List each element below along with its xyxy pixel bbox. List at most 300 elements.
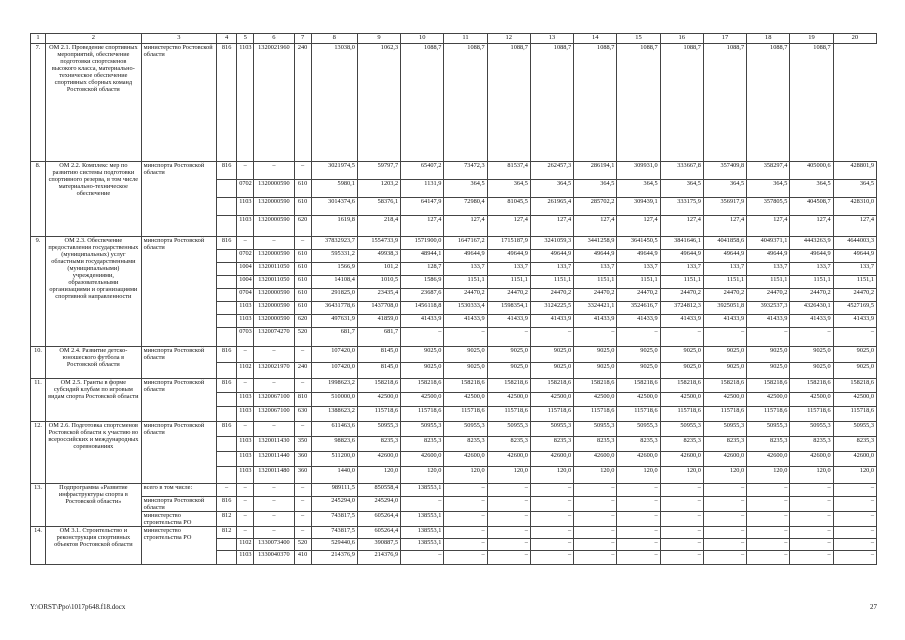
target-article-code: 1320000590 [254,250,294,263]
executor-name: всего в том числе: [141,484,216,497]
target-article-code: – [254,422,294,437]
year-value: 262457,3 [530,162,573,180]
total-value: 1388623,2 [311,407,357,422]
total-value: 1440,0 [311,467,357,484]
year-value: – [660,484,703,497]
year-value: 42500,0 [703,393,746,407]
year-value: 115718,6 [574,407,617,422]
year-value: 428310,0 [833,198,876,216]
header-cell: 10 [401,34,444,44]
section-code: 1103 [237,452,254,467]
year-value: 41859,0 [357,315,400,328]
section-code: – [237,379,254,393]
year-value: 358297,4 [747,162,790,180]
grbs-code: 816 [217,44,237,162]
grbs-code: 816 [217,497,237,512]
target-article-code: 1320074270 [254,328,294,347]
expense-type-code: 610 [294,289,311,302]
year-value: 3124225,5 [530,302,573,315]
grbs-code [217,276,237,289]
year-value: 158218,6 [530,379,573,393]
year-value: – [617,551,660,565]
section-code: 1102 [237,363,254,379]
grbs-code [217,263,237,276]
target-article-code: 1320000590 [254,289,294,302]
year-value: 8145,0 [357,363,400,379]
measure-name: ОМ 2.2. Комплекс мер по развитию системы подготовки спортивного резерва, в том числе материально-техническое обеспечение [46,162,142,237]
year-value: 127,4 [703,216,746,237]
year-value: 58376,1 [357,198,400,216]
measure-name: ОМ 2.4. Развитие детско-юношеского футбола в Ростовской области [46,347,142,379]
year-value: 42600,0 [833,452,876,467]
grbs-code [217,328,237,347]
target-article-code: 1320000590 [254,198,294,216]
year-value: 1598354,1 [487,302,530,315]
year-value: 42600,0 [530,452,573,467]
year-value: 42600,0 [487,452,530,467]
year-value: – [833,328,876,347]
expense-type-code: 240 [294,363,311,379]
header-cell: 4 [217,34,237,44]
header-cell: 19 [790,34,833,44]
year-value: – [703,539,746,551]
total-value: 510000,0 [311,393,357,407]
executor-name: министерство строительства РО [141,527,216,565]
year-value: 127,4 [790,216,833,237]
year-value: – [530,497,573,512]
year-value: 133,7 [703,263,746,276]
year-value: 41433,9 [833,315,876,328]
year-value: – [574,539,617,551]
year-value: 120,0 [833,467,876,484]
year-value: – [703,527,746,539]
year-value: – [487,527,530,539]
year-value: 4644003,3 [833,237,876,250]
expense-type-code: – [294,237,311,250]
year-value: 850558,4 [357,484,400,497]
section-code: 0702 [237,180,254,198]
year-value: – [487,484,530,497]
year-value: 8145,0 [357,347,400,363]
year-value: – [747,497,790,512]
year-value: 9025,0 [833,363,876,379]
year-value: 3324421,1 [574,302,617,315]
year-value: 138553,1 [401,527,444,539]
year-value: 41433,9 [617,315,660,328]
year-value: 64147,9 [401,198,444,216]
total-value: 291825,0 [311,289,357,302]
year-value: 138553,1 [401,539,444,551]
year-value: – [574,497,617,512]
expense-type-code: 240 [294,44,311,162]
budget-table [30,33,877,565]
year-value: 50955,3 [530,422,573,437]
row-number: 12. [31,422,46,484]
header-cell: 11 [444,34,487,44]
year-value: 127,4 [747,216,790,237]
year-value: – [790,328,833,347]
year-value: – [833,527,876,539]
year-value: 24470,2 [833,289,876,302]
expense-type-code: 610 [294,250,311,263]
year-value: 8235,3 [747,437,790,452]
measure-name: ОМ 2.5. Гранты в форме субсидий клубам по игровым видам спорта Ростовской области [46,379,142,422]
year-value: 3724812,3 [660,302,703,315]
table-row [31,379,877,393]
year-value: 9025,0 [747,363,790,379]
year-value: 8235,3 [574,437,617,452]
expense-type-code: – [294,422,311,437]
year-value: 8235,3 [833,437,876,452]
year-value: 9025,0 [790,363,833,379]
grbs-code: 816 [217,237,237,250]
year-value: 364,5 [660,180,703,198]
table-row [31,237,877,250]
section-code: 1103 [237,467,254,484]
grbs-code: 812 [217,512,237,527]
grbs-code: 816 [217,347,237,363]
table-row [31,527,877,539]
year-value: 120,0 [444,467,487,484]
year-value: 115718,6 [703,407,746,422]
year-value: – [833,497,876,512]
year-value: 158218,6 [487,379,530,393]
year-value: 120,0 [530,467,573,484]
year-value: – [444,484,487,497]
section-code: 1103 [237,198,254,216]
table-row [31,512,877,527]
year-value: – [444,497,487,512]
expense-type-code: – [294,162,311,180]
expense-type-code: – [294,497,311,512]
year-value: – [401,497,444,512]
year-value: 42600,0 [401,452,444,467]
year-value: 1010,5 [357,276,400,289]
expense-type-code: 410 [294,551,311,565]
header-cell: 20 [833,34,876,44]
target-article-code: 1320000590 [254,302,294,315]
year-value: 42600,0 [660,452,703,467]
header-cell: 13 [530,34,573,44]
total-value: 245294,0 [311,497,357,512]
year-value: 50955,3 [357,422,400,437]
header-cell: 3 [141,34,216,44]
year-value: 4326430,1 [790,302,833,315]
year-value: 3841646,1 [660,237,703,250]
year-value: 133,7 [833,263,876,276]
year-value: – [487,497,530,512]
total-value: 529440,6 [311,539,357,551]
year-value: – [703,512,746,527]
total-value: 611463,6 [311,422,357,437]
year-value: 357805,5 [747,198,790,216]
expense-type-code: – [294,347,311,363]
executor-name: министерство Ростовской области [141,44,216,162]
year-value: – [574,512,617,527]
year-value: – [833,512,876,527]
grbs-code: 816 [217,379,237,393]
target-article-code: – [254,162,294,180]
year-value: 9025,0 [487,363,530,379]
grbs-code: 812 [217,527,237,539]
expense-type-code: 610 [294,180,311,198]
year-value: 9025,0 [703,363,746,379]
year-value: 120,0 [617,467,660,484]
year-value: 1530333,4 [444,302,487,315]
table-row [31,162,877,180]
year-value: – [833,551,876,565]
grbs-code: – [217,484,237,497]
year-value: – [617,484,660,497]
year-value: 49644,9 [530,250,573,263]
year-value: 42500,0 [790,393,833,407]
expense-type-code: 520 [294,539,311,551]
target-article-code: 1320021960 [254,44,294,162]
section-code: 1103 [237,407,254,422]
year-value: 9025,0 [574,347,617,363]
year-value: 50955,3 [790,422,833,437]
year-value: 127,4 [444,216,487,237]
expense-type-code: 620 [294,216,311,237]
header-cell: 12 [487,34,530,44]
year-value: 127,4 [660,216,703,237]
executor-name: минспорта Ростовской области [141,237,216,347]
year-value: 81537,4 [487,162,530,180]
section-code: 0703 [237,328,254,347]
year-value: 9025,0 [660,347,703,363]
year-value: 120,0 [487,467,530,484]
total-value: 743817,5 [311,512,357,527]
year-value: 158218,6 [833,379,876,393]
year-value: 115718,6 [444,407,487,422]
executor-name: минспорта Ростовской области [141,347,216,379]
total-value: 511200,0 [311,452,357,467]
year-value: 138553,1 [401,512,444,527]
measure-name: Подпрограмма «Развитие инфраструктуры спорта в Ростовской области» [46,484,142,527]
year-value: 8235,3 [660,437,703,452]
year-value: 41433,9 [747,315,790,328]
total-value: 1998623,2 [311,379,357,393]
year-value: 41433,9 [790,315,833,328]
section-code: – [237,237,254,250]
year-value: 1554733,9 [357,237,400,250]
year-value: 50955,3 [617,422,660,437]
expense-type-code: 810 [294,393,311,407]
header-cell: 18 [747,34,790,44]
year-value: 4049371,1 [747,237,790,250]
measure-name: ОМ 2.3. Обеспечение предоставления государственных (муниципальных) услуг областными государственными (муниципальными) учреждениями, образовательными организациями и организациями спортивной направленности [46,237,142,347]
year-value: 1151,1 [660,276,703,289]
expense-type-code: – [294,484,311,497]
section-code: 1103 [237,551,254,565]
year-value: – [703,551,746,565]
year-value: 115718,6 [401,407,444,422]
year-value: 333175,9 [660,198,703,216]
year-value: 50955,3 [444,422,487,437]
year-value: – [660,512,703,527]
grbs-code [217,363,237,379]
year-value: 42600,0 [444,452,487,467]
year-value: 1151,1 [530,276,573,289]
year-value: 101,2 [357,263,400,276]
year-value: 8235,3 [703,437,746,452]
year-value: 42600,0 [617,452,660,467]
year-value: 158218,6 [357,379,400,393]
year-value: 286194,1 [574,162,617,180]
target-article-code: 1320011440 [254,452,294,467]
year-value: 41433,9 [660,315,703,328]
year-value: 23435,4 [357,289,400,302]
year-value: – [574,551,617,565]
year-value: – [660,551,703,565]
header-cell: 6 [254,34,294,44]
row-number: 14. [31,527,46,565]
year-value: 158218,6 [660,379,703,393]
measure-name: ОМ 2.1. Проведение спортивных мероприятий, обеспечение подготовки спортсменов высокого класса, материально-техническое обеспечение спортивных сборных команд Ростовской области [46,44,142,162]
section-code: 1103 [237,44,254,162]
table-row [31,497,877,512]
year-value: 1088,7 [617,44,660,162]
year-value: 158218,6 [703,379,746,393]
year-value: 42600,0 [357,452,400,467]
grbs-code [217,302,237,315]
year-value: 364,5 [574,180,617,198]
year-value: 49644,9 [833,250,876,263]
year-value: 49644,9 [660,250,703,263]
target-article-code: 1330040370 [254,551,294,565]
executor-name: минспорта Ростовской области [141,497,216,512]
year-value: – [444,527,487,539]
year-value: 158218,6 [790,379,833,393]
section-code: – [237,512,254,527]
header-cell: 5 [237,34,254,44]
section-code: 1102 [237,539,254,551]
year-value: 364,5 [833,180,876,198]
year-value: – [790,551,833,565]
year-value: – [487,512,530,527]
year-value: 1647167,2 [444,237,487,250]
year-value: – [530,539,573,551]
section-code: 1004 [237,276,254,289]
year-value: 48944,1 [401,250,444,263]
year-value: – [574,527,617,539]
year-value: 24470,2 [617,289,660,302]
year-value: 133,7 [617,263,660,276]
section-code: 0702 [237,250,254,263]
year-value: 8235,3 [530,437,573,452]
row-number: 9. [31,237,46,347]
year-value: 9025,0 [574,363,617,379]
grbs-code [217,467,237,484]
section-code: – [237,497,254,512]
year-value: 1586,9 [401,276,444,289]
year-value: 42500,0 [530,393,573,407]
year-value: 218,4 [357,216,400,237]
year-value: 9025,0 [703,347,746,363]
row-number: 13. [31,484,46,527]
year-value: 50955,3 [574,422,617,437]
total-value: 497631,9 [311,315,357,328]
year-value: 23687,6 [401,289,444,302]
year-value: 115718,6 [617,407,660,422]
section-code: – [237,527,254,539]
year-value: 42600,0 [574,452,617,467]
expense-type-code: – [294,527,311,539]
expense-type-code: 610 [294,198,311,216]
year-value: 364,5 [790,180,833,198]
expense-type-code: – [294,512,311,527]
year-value: 128,7 [401,263,444,276]
year-value: 1203,2 [357,180,400,198]
year-value: 1062,3 [357,44,400,162]
year-value: – [444,539,487,551]
year-value: 8235,3 [444,437,487,452]
total-value: 5980,1 [311,180,357,198]
year-value: 133,7 [790,263,833,276]
header-cell: 8 [311,34,357,44]
section-code: – [237,484,254,497]
year-value: – [617,328,660,347]
year-value: 364,5 [487,180,530,198]
year-value: 1088,7 [703,44,746,162]
expense-type-code: 360 [294,467,311,484]
target-article-code: 1320021970 [254,363,294,379]
year-value: 9025,0 [530,363,573,379]
year-value: 24470,2 [660,289,703,302]
year-value: 42500,0 [660,393,703,407]
year-value: 133,7 [660,263,703,276]
grbs-code [217,315,237,328]
year-value: 8235,3 [617,437,660,452]
expense-type-code: 620 [294,315,311,328]
table-row [31,484,877,497]
year-value: 127,4 [617,216,660,237]
total-value: 36431778,6 [311,302,357,315]
target-article-code: – [254,347,294,363]
year-value: 59797,7 [357,162,400,180]
year-value: 72980,4 [444,198,487,216]
year-value: 127,4 [833,216,876,237]
target-article-code: 1320011430 [254,437,294,452]
year-value: 65407,2 [401,162,444,180]
year-value: 24470,2 [444,289,487,302]
grbs-code [217,289,237,302]
year-value: 42500,0 [357,393,400,407]
expense-type-code: 610 [294,263,311,276]
section-code: 1004 [237,263,254,276]
section-code: – [237,347,254,363]
row-number: 7. [31,44,46,162]
year-value: 49644,9 [487,250,530,263]
measure-name: ОМ 2.6. Подготовка спортсменов Ростовской области к участию во всероссийских и международных соревнованиях [46,422,142,484]
header-cell: 7 [294,34,311,44]
year-value: 605264,4 [357,512,400,527]
year-value: 9025,0 [530,347,573,363]
year-value: 356917,9 [703,198,746,216]
year-value: 1151,1 [833,276,876,289]
year-value: – [617,512,660,527]
expense-type-code: 610 [294,276,311,289]
year-value: 4041858,6 [703,237,746,250]
year-value: – [833,539,876,551]
year-value: 24470,2 [703,289,746,302]
year-value: 364,5 [530,180,573,198]
year-value: 115718,6 [530,407,573,422]
executor-name: министерство строительства РО [141,512,216,527]
year-value: 158218,6 [747,379,790,393]
total-value: 107420,0 [311,363,357,379]
year-value: 49644,9 [617,250,660,263]
